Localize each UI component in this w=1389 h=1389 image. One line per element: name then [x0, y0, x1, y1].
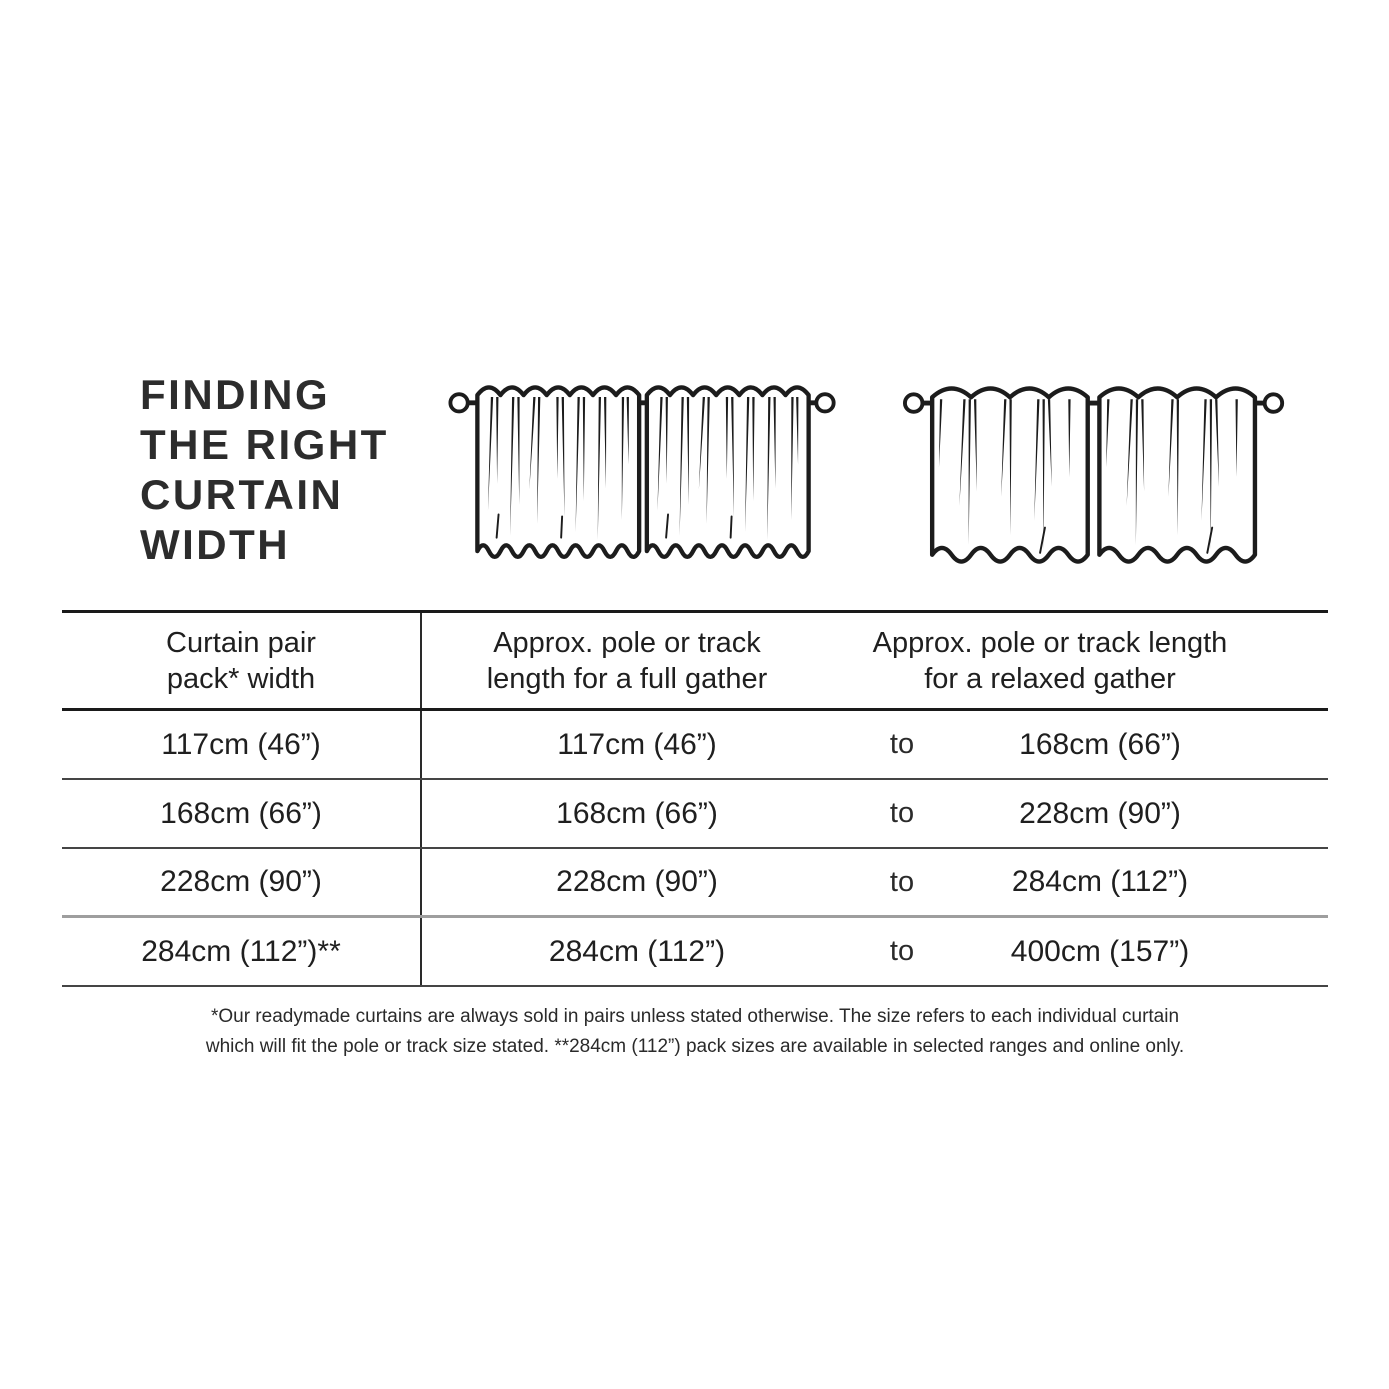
cell-full-gather: 168cm (66”)	[556, 796, 718, 830]
table-row	[62, 711, 1328, 780]
left-finial-icon	[905, 394, 923, 412]
footnote-line-2: which will fit the pole or track size stated. **284cm (112”) pack sizes are available in selected ranges and online only.	[205, 1036, 1185, 1057]
cell-relaxed-gather: 284cm (112”)	[1011, 865, 1189, 898]
right-finial-icon	[816, 394, 833, 411]
header-relaxed-gather-line-2: for a relaxed gather	[924, 662, 1176, 695]
right-finial-icon	[1265, 394, 1283, 412]
cell-relaxed-gather: 168cm (66”)	[1019, 727, 1181, 761]
cell-pack-width: 228cm (90”)	[62, 849, 422, 915]
cell-to-connector: to	[889, 935, 915, 967]
cell-full-gather: 117cm (46”)	[557, 727, 717, 761]
cell-pack-width: 284cm (112”)**	[62, 918, 422, 985]
header-full-gather-line-2: length for a full gather	[486, 662, 768, 695]
header-pack-width-line-1: Curtain pair	[166, 626, 316, 659]
curtain-size-table	[62, 610, 1328, 987]
header-relaxed-gather-line-1: Approx. pole or track length	[872, 626, 1228, 659]
cell-pack-width: 168cm (66”)	[62, 780, 422, 847]
header-full-gather-line-1: Approx. pole or track	[493, 626, 761, 659]
header-full-gather	[422, 613, 852, 708]
title-line-4: WIDTH	[140, 521, 291, 568]
header-pack-width	[62, 613, 422, 708]
header-pack-width-line-2: pack* width	[166, 662, 316, 695]
cell-pack-width: 117cm (46”)	[62, 711, 422, 778]
title-line-1: FINDING	[140, 371, 331, 418]
table-header-row	[62, 613, 1328, 711]
header-relaxed-gather	[852, 613, 1328, 708]
cell-to-connector: to	[889, 865, 915, 898]
cell-full-gather: 284cm (112”)	[548, 934, 726, 968]
full-gather-curtain-icon	[448, 372, 838, 580]
table-row	[62, 780, 1328, 849]
cell-to-connector: to	[889, 797, 915, 829]
cell-relaxed-gather: 400cm (157”)	[1010, 934, 1190, 968]
cell-full-gather: 228cm (90”)	[556, 865, 718, 898]
footnote-line-1: *Our readymade curtains are always sold in pairs unless stated otherwise. The size refers to each individual curtain	[210, 1006, 1180, 1027]
table-row	[62, 918, 1328, 987]
title-line-2: THE RIGHT	[140, 421, 389, 468]
page-title	[140, 370, 389, 570]
footnote	[62, 1002, 1328, 1062]
table-row	[62, 849, 1328, 918]
left-finial-icon	[450, 394, 467, 411]
cell-relaxed-gather: 228cm (90”)	[1019, 796, 1181, 830]
cell-to-connector: to	[889, 728, 915, 760]
relaxed-gather-curtain-icon	[903, 372, 1288, 582]
title-line-3: CURTAIN	[140, 471, 344, 518]
